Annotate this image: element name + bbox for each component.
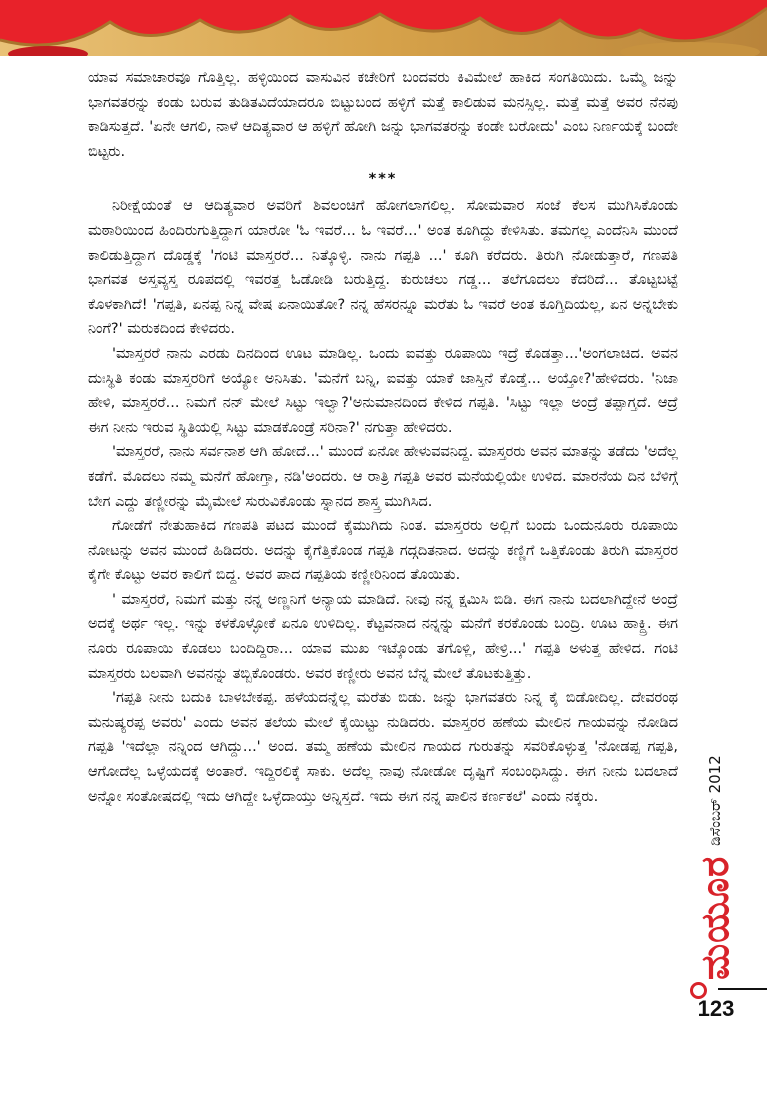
banner-artwork [0,0,767,56]
article-paragraph: ' ಮಾಸ್ತರರೆ, ನಿಮಗೆ ಮತ್ತು ನನ್ನ ಅಣ್ಣನಿಗೆ ಅನ್ಯಾಯ ಮಾಡಿದೆ. ನೀವು ನನ್ನ ಕ್ಷಮಿಸಿ ಬಿಡಿ. ಈಗ ನಾನು ಬದಲಾಗಿದ್ದೇನೆ ಅಂದ್ರೆ ಅದಕ್ಕೆ ಅರ್ಥ ಇಲ್ಲ. ಇನ್ನು ಕಳಕೊಳ್ಳೋಕೆ ಏನೂ ಉಳಿದಿಲ್ಲ. ಕೆಟ್ಟವನಾದ ನನ್ನನ್ನು ಮನೆಗೆ ಕರಕೊಂಡು ಬಂದ್ರಿ. ಊಟ ಹಾಕ್ದ್ರಿ. ಈಗ ನೂರು ರೂಪಾಯಿ ಕೊಡಲು ಬಂದಿದ್ದಿರಾ... ಯಾವ ಮುಖ ಇಟ್ಕೊಂಡು ತಗೊಳ್ಲಿ, ಹೇಳ್ರಿ...' ಗಪ್ಪತಿ ಅಳುತ್ತ ಹೇಳಿದ. ಗಂಟಿ ಮಾಸ್ತರರು ಬಲವಾಗಿ ಅವನನ್ನು ತಬ್ಬಿಕೊಂಡರು. ಅವರ ಕಣ್ಣೀರು ಅವನ ಬೆನ್ನ ಮೇಲೆ ತೊಟಕುತ್ತಿತ್ತು. [88,591,678,682]
page-number: 123 [697,996,735,1021]
magazine-masthead [690,755,740,980]
issue-date: ಡಿಸೆಂಬರ್ 2012 [706,755,724,846]
decorative-header-banner [0,0,767,56]
article-paragraph: ಯಾವ ಸಮಾಚಾರವೂ ಗೊತ್ತಿಲ್ಲ. ಹಳ್ಳಿಯಿಂದ ವಾಸುವಿನ ಕಚೇರಿಗೆ ಬಂದವರು ಕಿವಿಮೇಲೆ ಹಾಕಿದ ಸಂಗತಿಯಿದು. ಒಮ್ಮೆ ಜನ್ನು ಭಾಗವತರನ್ನು ಕಂಡು ಬರುವ ತುಡಿತವಿದೆಯಾದರೂ ಬಿಟ್ಟುಬಂದ ಹಳ್ಳಿಗೆ ಮತ್ತೆ ಕಾಲಿಡುವ ಮನಸ್ಸಿಲ್ಲ. ಮತ್ತೆ ಮತ್ತೆ ಅವರ ನೆನಪು ಕಾಡಿಸುತ್ತದೆ. 'ಏನೇ ಆಗಲಿ, ನಾಳೆ ಆದಿತ್ಯವಾರ ಆ ಹಳ್ಳಿಗೆ ಹೋಗಿ ಜನ್ನು ಭಾಗವತರನ್ನು ಕಂಡೇ ಬರೋದು' ಎಂಬ ನಿರ್ಣಯಕ್ಕೆ ಬಂದೇ ಬಿಟ್ಟರು. [88,70,678,160]
section-separator: *** [368,171,398,188]
footer-rule [718,988,767,990]
article-paragraph: ನಿರೀಕ್ಷೆಯಂತೆ ಆ ಆದಿತ್ಯವಾರ ಅವರಿಗೆ ಶಿವಲಂಚಿಗೆ ಹೋಗಲಾಗಲಿಲ್ಲ. ಸೋಮವಾರ ಸಂಜೆ ಕೆಲಸ ಮುಗಿಸಿಕೊಂಡು ಮಠಾರಿಯಿಂದ ಹಿಂದಿರುಗುತ್ತಿದ್ದಾಗ ಯಾರೋ 'ಓ ಇವರೆ... ಓ ಇವರೆ...' ಅಂತ ಕೂಗಿದ್ದು ಕೇಳಿಸಿತು. ತಮಗಲ್ಲ ಎಂದೆನಿಸಿ ಮುಂದೆ ಕಾಲಿಡುತ್ತಿದ್ದಾಗ ದೊಡ್ಡಕ್ಕೆ 'ಗಂಟಿ ಮಾಸ್ತರರೆ... ನಿತ್ಕೊಳ್ಳಿ. ನಾನು ಗಪ್ಪತಿ ...' ಕೂಗಿ ಕರೆದರು. ತಿರುಗಿ ನೋಡುತ್ತಾರೆ, ಗಣಪತಿ ಭಾಗವತ ಅಸ್ತವ್ಯಸ್ತ ರೂಪದಲ್ಲಿ ಇವರತ್ತ ಓಡೋಡಿ ಬರುತ್ತಿದ್ದ. ಕುರುಚಲು ಗಡ್ಡ... ತಲೆಗೂದಲು ಕೆದರಿದೆ... ತೊಟ್ಟಬಟ್ಟೆ ಕೊಳಕಾಗಿದೆ! 'ಗಪ್ಪತಿ, ಏನಪ್ಪ ನಿನ್ನ ವೇಷ ಏನಾಯಿತೋ? ನನ್ನ ಹೆಸರನ್ನೂ ಮರೆತು ಓ ಇವರೆ ಅಂತ ಕೂಗ್ತಿದಿಯಲ್ಲ, ಏನ ಅನ್ನಬೇಕು ನಿಂಗೆ?' ಮರುಕದಿಂದ ಕೇಳಿದರು. [88,198,678,338]
article-paragraph: 'ಗಪ್ಪತಿ ನೀನು ಬದುಕಿ ಬಾಳಬೇಕಪ್ಪ. ಹಳೆಯದನ್ನೆಲ್ಲ ಮರೆತು ಬಿಡು. ಜನ್ನು ಭಾಗವತರು ನಿನ್ನ ಕೈ ಬಿಡೋದಿಲ್ಲ. ದೇವರಂಥ ಮನುಷ್ಯರಪ್ಪ ಅವರು' ಎಂದು ಅವನ ತಲೆಯ ಮೇಲೆ ಕೈಯಿಟ್ಟು ನುಡಿದರು. ಮಾಸ್ತರರ ಹಣೆಯ ಮೇಲಿನ ಗಾಯವನ್ನು ನೋಡಿದ ಗಪ್ಪತಿ 'ಇದೆಲ್ಲಾ ನನ್ನಿಂದ ಆಗಿದ್ದು...' ಅಂದ. ತಮ್ಮ ಹಣೆಯ ಮೇಲಿನ ಗಾಯದ ಗುರುತನ್ನು ಸವರಿಕೊಳ್ಳುತ್ತ 'ನೋಡಪ್ಪ ಗಪ್ಪತಿ, ಆಗೋದೆಲ್ಲ ಒಳ್ಳೆಯದಕ್ಕೆ ಅಂತಾರೆ. ಇದ್ದಿರಲಿಕ್ಕೆ ಸಾಕು. ಅದೆಲ್ಲ ನಾವು ನೋಡೋ ದೃಷ್ಟಿಗೆ ಸಂಬಂಧಿಸಿದ್ದು. ಈಗ ನೀನು ಬದಲಾದೆ ಅನ್ನೋ ಸಂತೋಷದಲ್ಲಿ ಇದು ಆಗಿದ್ದೇ ಒಳ್ಳೆದಾಯ್ತು ಅನ್ನಿಸ್ತದೆ. ಇದು ಈಗ ನನ್ನ ಪಾಲಿನ ಕರ್ಣಕಲೆ' ಎಂದು ನಕ್ಕರು. [88,690,678,805]
article-paragraph: 'ಮಾಸ್ತರರೆ ನಾನು ಎರಡು ದಿನದಿಂದ ಊಟ ಮಾಡಿಲ್ಲ. ಒಂದು ಐವತ್ತು ರೂಪಾಯಿ ಇದ್ರೆ ಕೊಡತ್ತಾ...'ಅಂಗಲಾಚಿದ. ಅವನ ದುಃಸ್ಥಿತಿ ಕಂಡು ಮಾಸ್ತರರಿಗೆ ಅಯ್ಯೋ ಅನಿಸಿತು. 'ಮನೆಗೆ ಬನ್ನಿ, ಐವತ್ತು ಯಾಕೆ ಜಾಸ್ತಿನೆ ಕೊಡ್ತೆ... ಅಯ್ತೋ?'ಹೇಳಿದರು. 'ನಿಜಾ ಹೇಳಿ, ಮಾಸ್ತರರೆ... ನಿಮಗೆ ನನ್ ಮೇಲೆ ಸಿಟ್ಟು ಇಲ್ವಾ?'ಅನುಮಾನದಿಂದ ಕೇಳಿದ ಗಪ್ಪತಿ. 'ಸಿಟ್ಟು ಇಲ್ಲಾ ಅಂದ್ರೆ ತಪ್ಪಾಗ್ತದೆ. ಆದ್ರೆ ಈಗ ನೀನು ಇರುವ ಸ್ಥಿತಿಯಲ್ಲಿ ಸಿಟ್ಟು ಮಾಡಕೊಂಡ್ರೆ ಸರಿನಾ?' ನಗುತ್ತಾ ಹೇಳಿದರು. [88,345,678,436]
magazine-title: ಮಯೂರ [692,855,737,980]
article-paragraph: 'ಮಾಸ್ತರರೆ, ನಾನು ಸರ್ವನಾಶ ಆಗಿ ಹೋದೆ...' ಮುಂದೆ ಏನೋ ಹೇಳುವವನಿದ್ದ. ಮಾಸ್ತರರು ಅವನ ಮಾತನ್ನು ತಡೆದು 'ಅದೆಲ್ಲ ಕಡೆಗೆ. ಮೊದಲು ನಮ್ಮ ಮನೆಗೆ ಹೋಗ್ತಾ, ನಡಿ'ಅಂದರು. ಆ ರಾತ್ರಿ ಗಪ್ಪತಿ ಅವರ ಮನೆಯಲ್ಲಿಯೇ ಉಳಿದ. ಮಾರನೆಯ ದಿನ ಬೆಳಿಗ್ಗೆ ಬೇಗ ಎದ್ದು ತಣ್ಣೀರನ್ನು ಮೈಮೇಲೆ ಸುರುವಿಕೊಂಡು ಸ್ನಾನದ ಶಾಸ್ತ್ರ ಮುಗಿಸಿದ. [88,444,678,510]
article-paragraph: ಗೋಡೆಗೆ ನೇತುಹಾಕಿದ ಗಣಪತಿ ಪಟದ ಮುಂದೆ ಕೈಮುಗಿದು ನಿಂತ. ಮಾಸ್ತರರು ಅಲ್ಲಿಗೆ ಬಂದು ಒಂದುನೂರು ರೂಪಾಯಿ ನೋಟನ್ನು ಅವನ ಮುಂದೆ ಹಿಡಿದರು. ಅದನ್ನು ಕೈಗೆತ್ತಿಕೊಂಡ ಗಪ್ಪತಿ ಗದ್ಗದಿತನಾದ. ಅದನ್ನು ಕಣ್ಣಿಗೆ ಒತ್ತಿಕೊಂಡು ತಿರುಗಿ ಮಾಸ್ತರರ ಕೈಗೇ ಕೊಟ್ಟು ಅವರ ಕಾಲಿಗೆ ಬಿದ್ದ. ಅವರ ಪಾದ ಗಪ್ಪತಿಯ ಕಣ್ಣೀರಿನಿಂದ ತೊಯಿತು. [88,518,678,584]
article-body [88,66,678,809]
